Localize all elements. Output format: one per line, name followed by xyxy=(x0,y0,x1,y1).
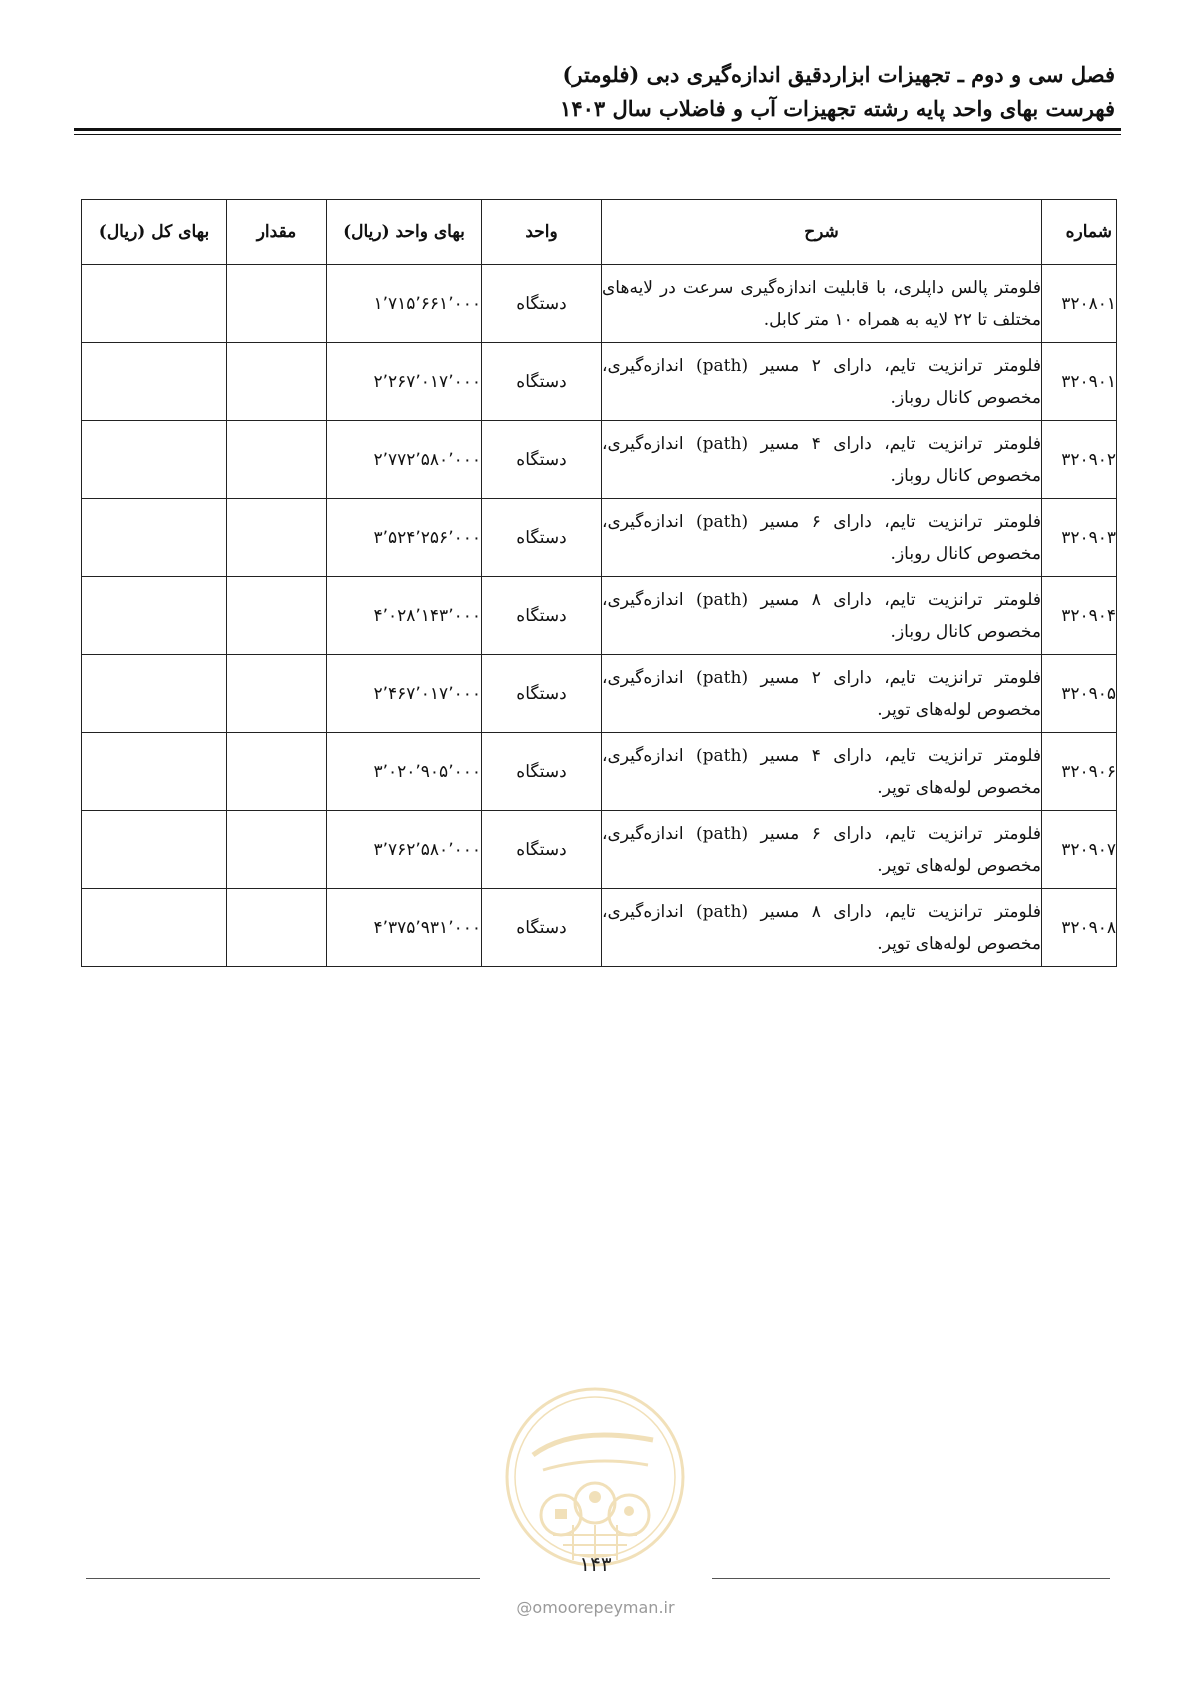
col-header-quantity: مقدار xyxy=(227,200,327,265)
item-unit: دستگاه xyxy=(482,421,602,499)
item-unit-price xyxy=(327,889,482,967)
item-quantity xyxy=(227,421,327,499)
item-total-price xyxy=(82,499,227,577)
item-unit: دستگاه xyxy=(482,733,602,811)
item-total-price xyxy=(82,811,227,889)
item-unit-price xyxy=(327,811,482,889)
col-header-unit-price: بهای واحد (ریال) xyxy=(327,200,482,265)
item-total-price xyxy=(82,655,227,733)
item-description: فلومتر پالس داپلری، با قابلیت اندازه‌گیری سرعت در لایه‌های مختلف تا ۲۲ لایه به همراه ۱۰ متر کابل. xyxy=(602,265,1042,343)
website-handle: @omoorepeyman.ir xyxy=(516,1598,675,1617)
item-description: فلومتر ترانزیت تایم، دارای ۸ مسیر (path) اندازه‌گیری، مخصوص کانال روباز. xyxy=(602,577,1042,655)
item-number: ۳۲۰۹۰۱ xyxy=(1042,343,1117,421)
table-header-row xyxy=(82,200,1117,265)
item-quantity xyxy=(227,577,327,655)
item-number: ۳۲۰۸۰۱ xyxy=(1042,265,1117,343)
table-row xyxy=(82,421,1117,499)
unit-price-value: ۳٬۵۲۴٬۲۵۶٬۰۰۰ xyxy=(373,527,481,548)
item-number: ۳۲۰۹۰۷ xyxy=(1042,811,1117,889)
table-row xyxy=(82,889,1117,967)
col-header-description: شرح xyxy=(602,200,1042,265)
item-total-price xyxy=(82,889,227,967)
unit-price-value: ۴٬۳۷۵٬۹۳۱٬۰۰۰ xyxy=(373,917,481,938)
item-unit: دستگاه xyxy=(482,577,602,655)
watermark-logo-icon xyxy=(503,1385,687,1569)
item-unit: دستگاه xyxy=(482,265,602,343)
unit-price-value: ۱٬۷۱۵٬۶۶۱٬۰۰۰ xyxy=(373,293,481,314)
unit-price-value: ۴٬۰۲۸٬۱۴۳٬۰۰۰ xyxy=(373,605,481,626)
item-description: فلومتر ترانزیت تایم، دارای ۴ مسیر (path) اندازه‌گیری، مخصوص کانال روباز. xyxy=(602,421,1042,499)
item-number: ۳۲۰۹۰۴ xyxy=(1042,577,1117,655)
footer-rule-right xyxy=(712,1578,1110,1579)
item-unit-price xyxy=(327,499,482,577)
item-number: ۳۲۰۹۰۶ xyxy=(1042,733,1117,811)
item-unit: دستگاه xyxy=(482,655,602,733)
unit-price-value: ۳٬۰۲۰٬۹۰۵٬۰۰۰ xyxy=(373,761,481,782)
chapter-title: فصل سی و دوم ـ تجهیزات ابزاردقیق اندازه‌گیری دبی (فلومتر) xyxy=(562,62,1115,87)
item-description: فلومتر ترانزیت تایم، دارای ۶ مسیر (path) اندازه‌گیری، مخصوص لوله‌های توپر. xyxy=(602,811,1042,889)
table-row xyxy=(82,343,1117,421)
table-row xyxy=(82,577,1117,655)
item-description: فلومتر ترانزیت تایم، دارای ۴ مسیر (path) اندازه‌گیری، مخصوص لوله‌های توپر. xyxy=(602,733,1042,811)
item-number: ۳۲۰۹۰۵ xyxy=(1042,655,1117,733)
table-row xyxy=(82,499,1117,577)
item-number: ۳۲۰۹۰۳ xyxy=(1042,499,1117,577)
item-unit-price xyxy=(327,343,482,421)
table-row xyxy=(82,811,1117,889)
item-description: فلومتر ترانزیت تایم، دارای ۶ مسیر (path) اندازه‌گیری، مخصوص کانال روباز. xyxy=(602,499,1042,577)
item-quantity xyxy=(227,811,327,889)
col-header-unit: واحد xyxy=(482,200,602,265)
col-header-number: شماره xyxy=(1042,200,1117,265)
item-quantity xyxy=(227,265,327,343)
page-header xyxy=(76,58,1115,126)
item-unit: دستگاه xyxy=(482,343,602,421)
item-number: ۳۲۰۹۰۲ xyxy=(1042,421,1117,499)
item-unit-price xyxy=(327,655,482,733)
item-total-price xyxy=(82,733,227,811)
item-quantity xyxy=(227,655,327,733)
item-total-price xyxy=(82,421,227,499)
item-unit: دستگاه xyxy=(482,499,602,577)
item-total-price xyxy=(82,343,227,421)
item-unit: دستگاه xyxy=(482,889,602,967)
item-number: ۳۲۰۹۰۸ xyxy=(1042,889,1117,967)
item-quantity xyxy=(227,733,327,811)
table-row xyxy=(82,733,1117,811)
price-table xyxy=(81,199,1117,967)
unit-price-value: ۳٬۷۶۲٬۵۸۰٬۰۰۰ xyxy=(373,839,481,860)
table-row xyxy=(82,265,1117,343)
footer-rule-left xyxy=(86,1578,480,1579)
item-quantity xyxy=(227,343,327,421)
item-unit-price xyxy=(327,265,482,343)
item-unit: دستگاه xyxy=(482,811,602,889)
item-unit-price xyxy=(327,577,482,655)
item-description: فلومتر ترانزیت تایم، دارای ۸ مسیر (path) اندازه‌گیری، مخصوص لوله‌های توپر. xyxy=(602,889,1042,967)
item-total-price xyxy=(82,577,227,655)
item-unit-price xyxy=(327,421,482,499)
page-number: ۱۴۳ xyxy=(579,1552,612,1576)
header-rule-thin xyxy=(74,134,1121,135)
item-description: فلومتر ترانزیت تایم، دارای ۲ مسیر (path) اندازه‌گیری، مخصوص لوله‌های توپر. xyxy=(602,655,1042,733)
header-rule-thick xyxy=(74,128,1121,131)
unit-price-value: ۲٬۷۷۲٬۵۸۰٬۰۰۰ xyxy=(373,449,481,470)
document-title: فهرست بهای واحد پایه رشته تجهیزات آب و فاضلاب سال ۱۴۰۳ xyxy=(560,96,1115,121)
item-unit-price xyxy=(327,733,482,811)
item-total-price xyxy=(82,265,227,343)
unit-price-value: ۲٬۴۶۷٬۰۱۷٬۰۰۰ xyxy=(373,683,481,704)
item-quantity xyxy=(227,889,327,967)
item-quantity xyxy=(227,499,327,577)
col-header-total-price: بهای کل (ریال) xyxy=(82,200,227,265)
unit-price-value: ۲٬۲۶۷٬۰۱۷٬۰۰۰ xyxy=(373,371,481,392)
item-description: فلومتر ترانزیت تایم، دارای ۲ مسیر (path) اندازه‌گیری، مخصوص کانال روباز. xyxy=(602,343,1042,421)
table-row xyxy=(82,655,1117,733)
